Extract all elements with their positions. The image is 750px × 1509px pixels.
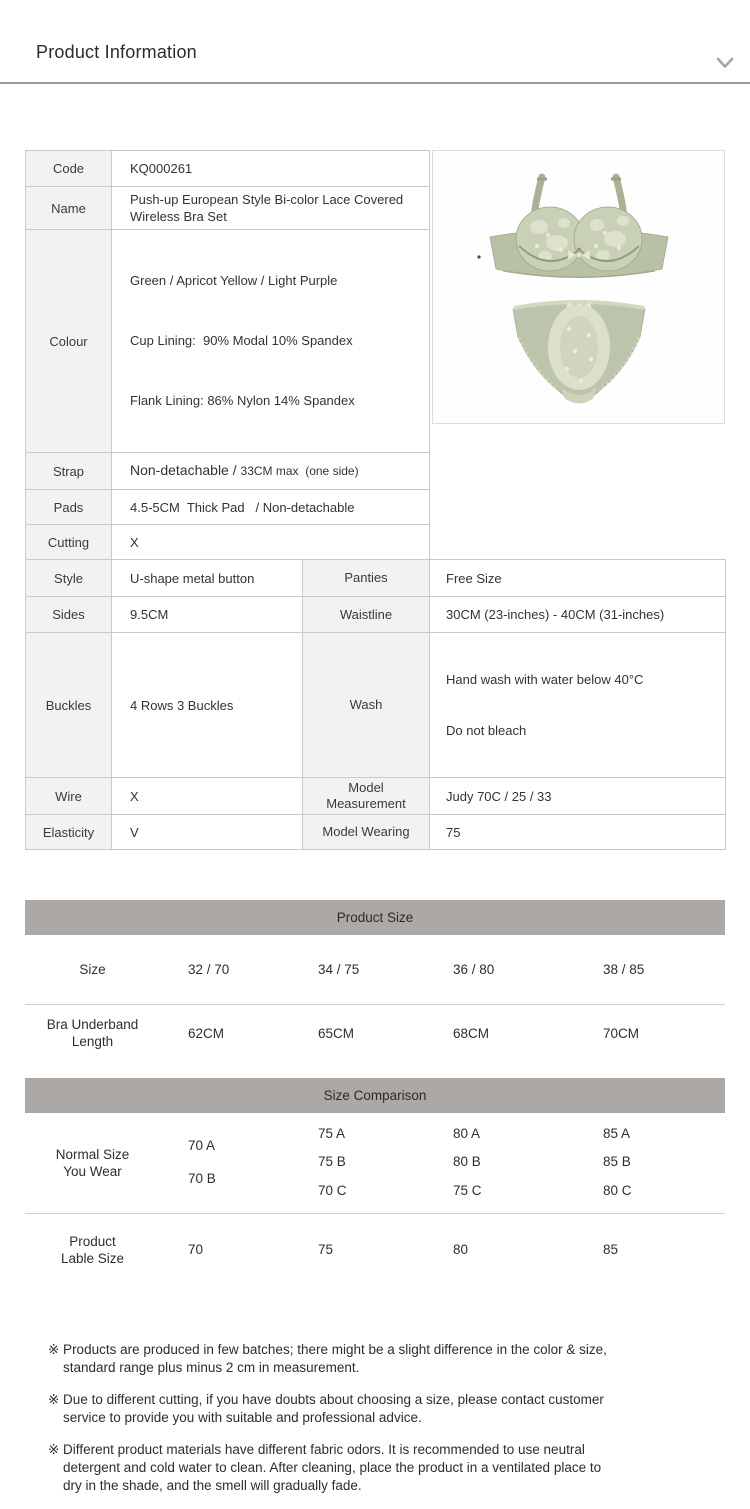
comparison-value: 70 C (318, 1183, 347, 1199)
comparison-value: 70 A (188, 1138, 216, 1153)
size-value: 32 / 70 (188, 962, 230, 977)
spec-top-section (25, 150, 725, 560)
colour-line-2: Cup Lining: 90% Modal 10% Spandex (130, 333, 353, 348)
comparison-value: 75 B (318, 1154, 346, 1170)
spec-label-panties-text: Panties (344, 570, 388, 585)
comparison-column-1 (160, 1113, 290, 1213)
spec-value-style: U-shape metal button (112, 560, 303, 597)
note-fabric-odor: ※ Different product materials have different fabric odors. It is recommended to use neutral detergent and cold water to clean. After cleaning, place the product in a ventilated place to dry in the shade, and the smell will gradually fade. (48, 1442, 605, 1493)
product-label-size-label (25, 1214, 160, 1285)
comparison-value: 70 B (188, 1171, 216, 1186)
spec-label-model-wearing-text: Model Wearing (322, 824, 410, 839)
chevron-down-icon[interactable] (716, 57, 734, 69)
disclaimer-notes (48, 1341, 610, 1495)
spec-label-waistline-text: Waistline (339, 606, 393, 622)
spec-label-colour: Colour (26, 230, 112, 453)
spec-value-wire: X (112, 778, 303, 815)
spec-value-code: KQ000261 (112, 151, 430, 187)
size-value: 38 / 85 (603, 962, 645, 977)
spec-label-wash (303, 633, 430, 778)
label-size-value: 75 (318, 1242, 334, 1257)
spec-label-buckles: Buckles (26, 633, 112, 778)
underband-length-row (25, 1005, 725, 1061)
panties-illustration (513, 301, 645, 404)
spec-row-elasticity-model-wearing (26, 815, 726, 850)
product-photo (432, 150, 725, 424)
spec-value-name: Push-up European Style Bi-color Lace Covered Wireless Bra Set (112, 187, 430, 230)
spec-row-name (26, 187, 430, 230)
comparison-value: 80 C (603, 1183, 632, 1199)
comparison-value: 75 C (453, 1183, 482, 1199)
spec-value-strap (112, 453, 430, 490)
comparison-column-3 (425, 1113, 575, 1213)
underband-value: 65CM (318, 1025, 355, 1041)
spec-table-bottom (25, 559, 726, 850)
label-size-value: 80 (453, 1242, 469, 1257)
spec-label-panties (303, 560, 430, 597)
strap-value-small: 33CM max (one side) (240, 464, 359, 478)
comparison-value: 85 A (603, 1125, 631, 1141)
spec-label-model-measurement-text: Model Measurement (326, 780, 406, 811)
spec-value-waistline: 30CM (23-inches) - 40CM (31-inches) (430, 597, 726, 633)
normal-size-label (25, 1113, 160, 1213)
spec-row-pads (26, 490, 430, 525)
note-batches: ※ Products are produced in few batches; there might be a slight difference in the color & size, standard range plus minus 2 cm in measurement. (48, 1342, 611, 1375)
size-comparison-body (25, 1113, 725, 1213)
spec-label-cutting: Cutting (26, 525, 112, 560)
strap-value-main: Non-detachable / (130, 462, 241, 478)
product-information-header[interactable] (0, 0, 750, 84)
comparison-value: 80 A (453, 1125, 481, 1141)
size-comparison-header (25, 1078, 725, 1113)
spec-label-model-measurement (303, 778, 430, 815)
product-label-size-label-text: Product Lable Size (60, 1233, 125, 1266)
colour-line-3: Flank Lining: 86% Nylon 14% Spandex (130, 393, 355, 408)
spec-row-colour (26, 230, 430, 453)
spec-row-buckles-wash (26, 633, 726, 778)
spec-value-panties: Free Size (430, 560, 726, 597)
comparison-value: 85 B (603, 1154, 631, 1170)
label-size-value: 85 (603, 1242, 619, 1257)
comparison-column-2 (290, 1113, 425, 1213)
spec-value-cutting: X (112, 525, 430, 560)
product-info-panel (25, 150, 725, 1495)
spec-value-pads: 4.5-5CM Thick Pad / Non-detachable (112, 490, 430, 525)
spec-label-style: Style (26, 560, 112, 597)
spec-row-code (26, 151, 430, 187)
spec-row-style-panties (26, 560, 726, 597)
spec-value-elasticity: V (112, 815, 303, 850)
spec-row-cutting (26, 525, 430, 560)
spec-value-buckles: 4 Rows 3 Buckles (112, 633, 303, 778)
spec-row-sides-waistline (26, 597, 726, 633)
wash-line-1: Hand wash with water below 40°C (446, 672, 644, 687)
size-value: 34 / 75 (318, 962, 360, 977)
product-size-size-row (25, 935, 725, 1005)
spec-value-model-measurement: Judy 70C / 25 / 33 (430, 778, 726, 815)
spec-table-top (25, 150, 430, 560)
product-size-title: Product Size (336, 910, 414, 925)
spec-label-strap: Strap (26, 453, 112, 490)
spec-label-elasticity: Elasticity (26, 815, 112, 850)
comparison-column-4 (575, 1113, 725, 1213)
underband-value: 62CM (188, 1025, 225, 1041)
spec-label-model-wearing (303, 815, 430, 850)
label-size-value: 70 (188, 1242, 204, 1257)
underband-value: 68CM (453, 1025, 490, 1041)
size-comparison-title: Size Comparison (323, 1088, 427, 1103)
comparison-value: 80 B (453, 1154, 481, 1170)
bra-illustration (490, 177, 668, 278)
spec-label-wire: Wire (26, 778, 112, 815)
size-row-label: Size (79, 962, 106, 977)
colour-line-1: Green / Apricot Yellow / Light Purple (130, 273, 338, 288)
spec-label-wash-text: Wash (349, 697, 383, 712)
size-value: 36 / 80 (453, 962, 495, 977)
underband-row-label-text: Bra Underband Length (46, 1017, 139, 1049)
product-size-header (25, 900, 725, 935)
spec-label-name: Name (26, 187, 112, 230)
wash-line-2: Do not bleach (446, 723, 527, 738)
normal-size-label-text: Normal Size You Wear (55, 1147, 130, 1179)
spec-row-wire-model-measurement (26, 778, 726, 815)
spec-value-wash (430, 633, 726, 778)
spec-label-code: Code (26, 151, 112, 187)
spec-value-colour (112, 230, 430, 453)
underband-row-label (25, 1005, 160, 1061)
spec-label-sides: Sides (26, 597, 112, 633)
spec-value-sides: 9.5CM (112, 597, 303, 633)
comparison-value: 75 A (318, 1125, 346, 1141)
spec-row-strap (26, 453, 430, 490)
product-label-size-row (25, 1213, 725, 1285)
product-photo-illustration (433, 151, 725, 423)
spec-value-model-wearing: 75 (430, 815, 726, 850)
note-sizing-advice: ※ Due to different cutting, if you have doubts about choosing a size, please contact customer service to provide you with suitable and professional advice. (48, 1392, 608, 1425)
page-title: Product Information (36, 42, 197, 62)
spec-label-pads: Pads (26, 490, 112, 525)
underband-value: 70CM (603, 1025, 640, 1041)
spec-label-waistline (303, 597, 430, 633)
